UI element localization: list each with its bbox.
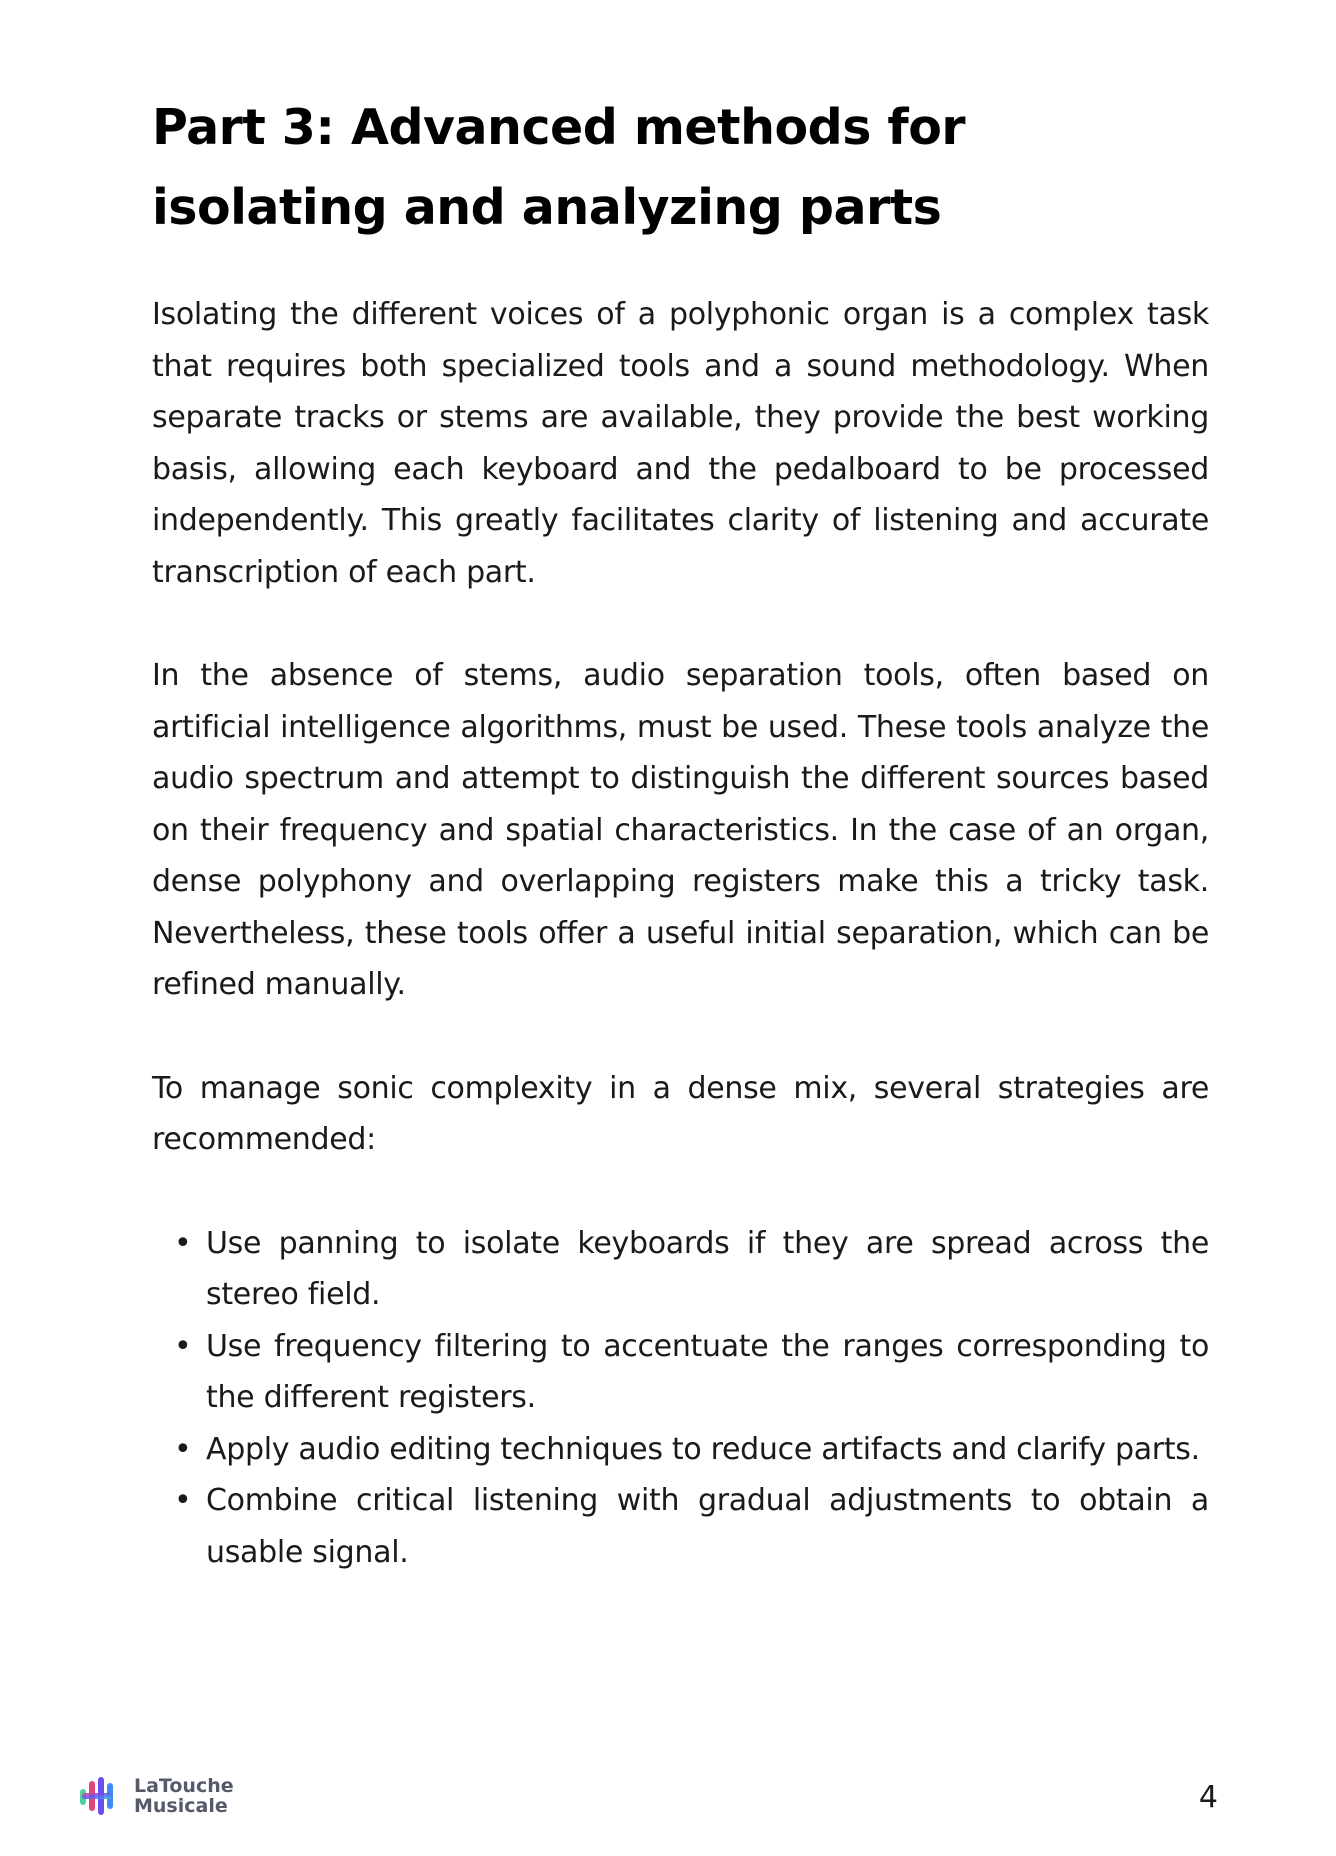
bullet-icon: • bbox=[174, 1225, 192, 1261]
list-item bbox=[174, 1475, 1209, 1578]
logo-text-line1: LaTouche bbox=[134, 1775, 234, 1797]
logo-wordmark bbox=[134, 1776, 234, 1816]
latouche-musicale-logo-icon bbox=[78, 1775, 122, 1817]
logo-text-line2: Musicale bbox=[134, 1795, 228, 1817]
paragraph-strategies-intro: To manage sonic complexity in a dense mix, several strategies are recommended: bbox=[152, 1070, 1209, 1157]
list-item-text: Use frequency filtering to accentuate the ranges corresponding to the different registers. bbox=[206, 1328, 1209, 1415]
footer-logo bbox=[78, 1775, 234, 1817]
page-number: 4 bbox=[1198, 1780, 1218, 1815]
strategies-list bbox=[152, 1218, 1209, 1579]
page-content bbox=[152, 88, 1209, 1578]
list-item-text: Combine critical listening with gradual adjustments to obtain a usable signal. bbox=[206, 1483, 1209, 1570]
body-text bbox=[152, 289, 1209, 1578]
list-item-text: Use panning to isolate keyboards if they are spread across the stereo field. bbox=[206, 1225, 1209, 1312]
list-item bbox=[174, 1218, 1209, 1321]
paragraph-isolating-voices: Isolating the different voices of a polyphonic organ is a complex task that requires both specialized tools and a sound methodology. When separate tracks or stems are available, they provide the best working basis, allowing each keyboard and the pedalboard to be processed independently. This greatly facilitates clarity of listening and accurate transcription of each part. bbox=[152, 297, 1209, 590]
page-title: Part 3: Advanced methods for isolating and analyzing parts bbox=[152, 99, 966, 236]
bullet-icon: • bbox=[174, 1431, 192, 1467]
list-item bbox=[174, 1424, 1209, 1476]
list-item bbox=[174, 1321, 1209, 1424]
list-item-text: Apply audio editing techniques to reduce artifacts and clarify parts. bbox=[206, 1431, 1200, 1467]
bullet-icon: • bbox=[174, 1483, 192, 1518]
bullet-icon: • bbox=[174, 1328, 192, 1364]
paragraph-separation-tools: In the absence of stems, audio separation tools, often based on artificial intelligence algorithms, must be used. These tools analyze the audio spectrum and attempt to distinguish the different sources based on their frequency and spatial characteristics. In the case of an organ, dense polyphony and overlapping registers make this a tricky task. Nevertheless, these tools offer a useful initial separation, which can be refined manually. bbox=[152, 658, 1209, 1002]
